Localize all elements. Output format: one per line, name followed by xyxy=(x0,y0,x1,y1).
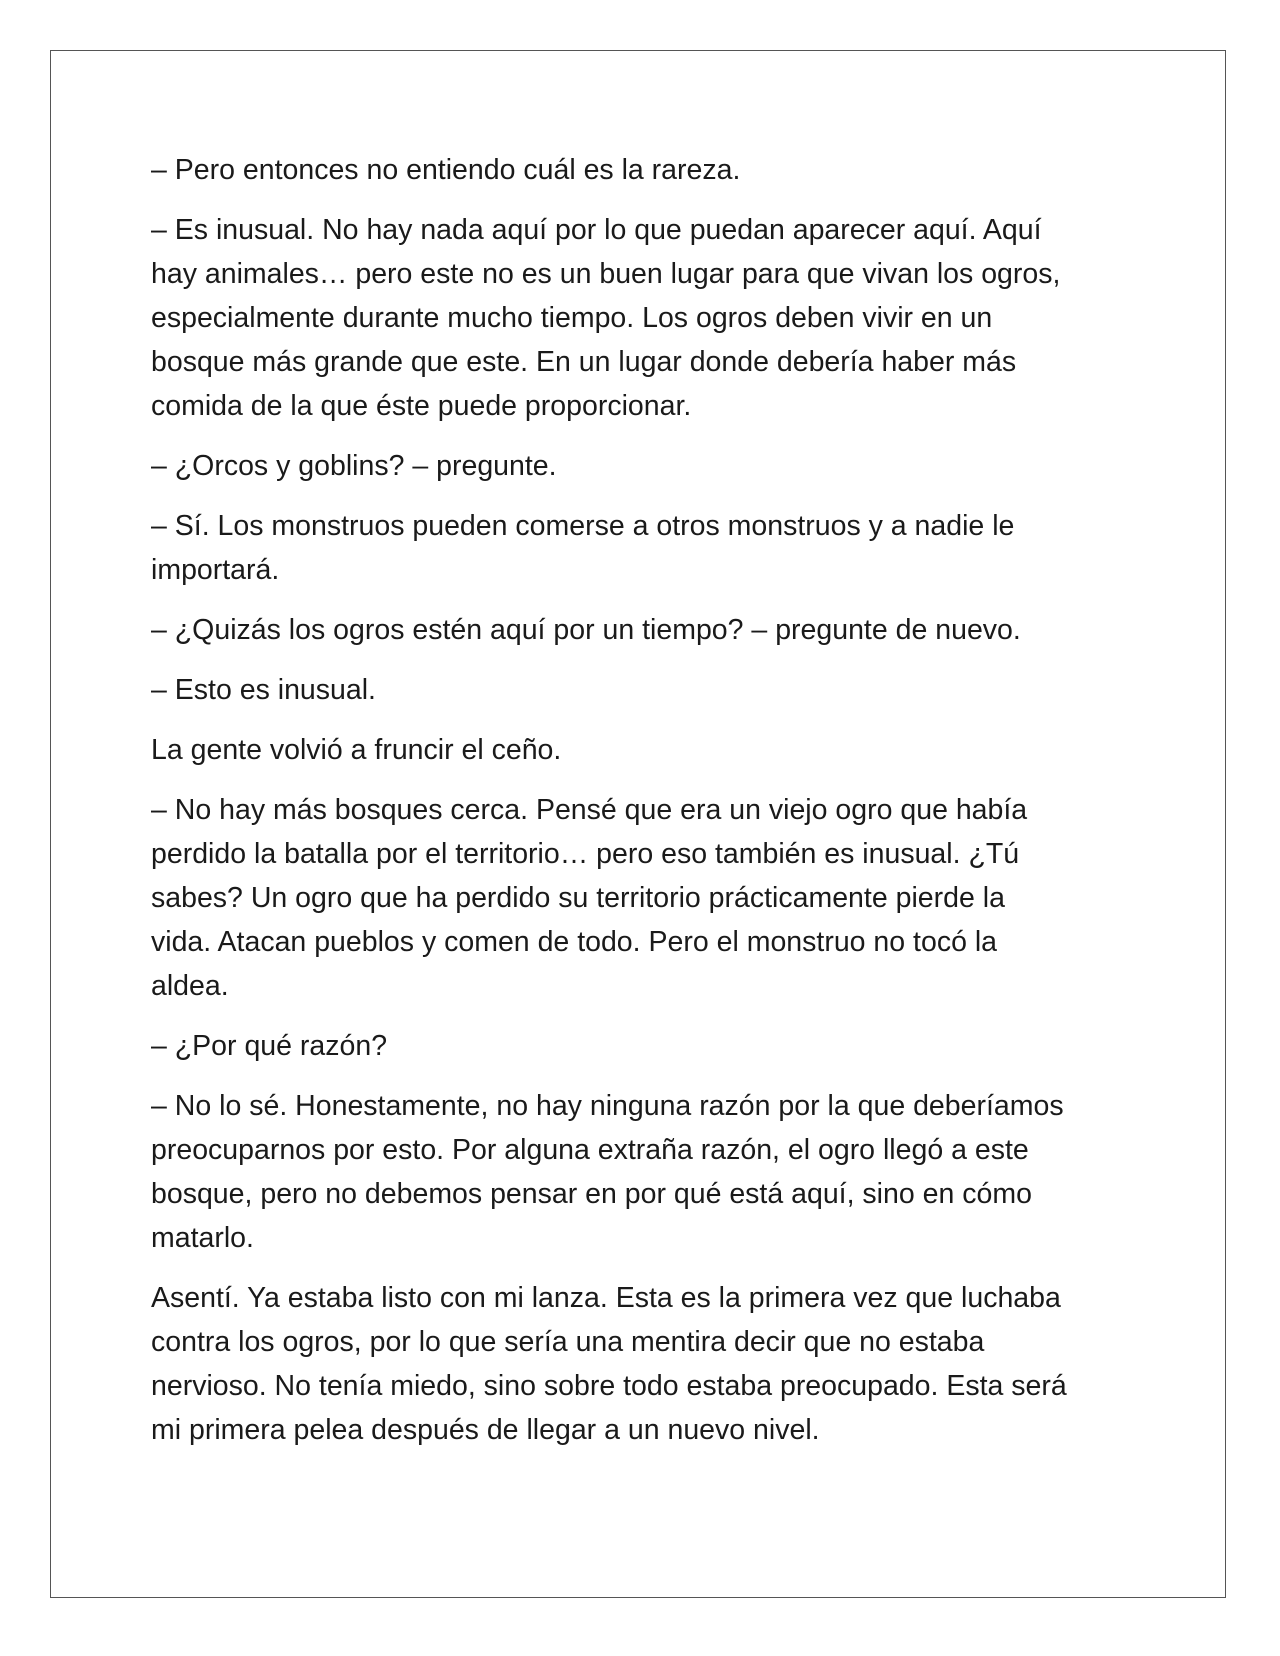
text-line: – Es inusual. No hay nada aquí por lo que puedan aparecer aquí. Aquí xyxy=(151,214,1042,246)
paragraph xyxy=(151,1024,1141,1068)
text-line: – Sí. Los monstruos pueden comerse a otros monstruos y a nadie le xyxy=(151,510,1015,542)
text-line: – No lo sé. Honestamente, no hay ninguna razón por la que deberíamos xyxy=(151,1090,1064,1122)
text-line: especialmente durante mucho tiempo. Los ogros deben vivir en un xyxy=(151,302,993,334)
text-line: nervioso. No tenía miedo, sino sobre todo estaba preocupado. Esta será xyxy=(151,1370,1067,1402)
paragraph xyxy=(151,788,1141,1008)
paragraph xyxy=(151,1084,1141,1260)
paragraph xyxy=(151,504,1141,592)
text-line: matarlo. xyxy=(151,1222,254,1254)
text-line: – ¿Por qué razón? xyxy=(151,1030,388,1062)
text-line: – Pero entonces no entiendo cuál es la rareza. xyxy=(151,154,741,186)
text-line: contra los ogros, por lo que sería una mentira decir que no estaba xyxy=(151,1326,985,1358)
text-line: comida de la que éste puede proporcionar. xyxy=(151,390,692,422)
document-body xyxy=(151,148,1141,1468)
text-line: preocuparnos por esto. Por alguna extraña razón, el ogro llegó a este xyxy=(151,1134,1029,1166)
paragraph xyxy=(151,668,1141,712)
paragraph xyxy=(151,728,1141,772)
text-line: – Esto es inusual. xyxy=(151,674,376,706)
text-line: bosque, pero no debemos pensar en por qué está aquí, sino en cómo xyxy=(151,1178,1032,1210)
text-line: aldea. xyxy=(151,970,229,1002)
text-line: perdido la batalla por el territorio… pero eso también es inusual. ¿Tú xyxy=(151,838,1020,870)
text-line: mi primera pelea después de llegar a un nuevo nivel. xyxy=(151,1414,820,1446)
text-line: Asentí. Ya estaba listo con mi lanza. Esta es la primera vez que luchaba xyxy=(151,1282,1061,1314)
text-line: sabes? Un ogro que ha perdido su territorio prácticamente pierde la xyxy=(151,882,1005,914)
text-line: – ¿Orcos y goblins? – pregunte. xyxy=(151,450,557,482)
paragraph xyxy=(151,608,1141,652)
paragraph xyxy=(151,1276,1141,1452)
text-line: – No hay más bosques cerca. Pensé que era un viejo ogro que había xyxy=(151,794,1028,826)
text-line: bosque más grande que este. En un lugar donde debería haber más xyxy=(151,346,1017,378)
paragraph xyxy=(151,444,1141,488)
paragraph xyxy=(151,148,1141,192)
text-line: – ¿Quizás los ogros estén aquí por un tiempo? – pregunte de nuevo. xyxy=(151,614,1021,646)
paragraph xyxy=(151,208,1141,428)
text-line: La gente volvió a fruncir el ceño. xyxy=(151,734,562,766)
text-line: vida. Atacan pueblos y comen de todo. Pero el monstruo no tocó la xyxy=(151,926,998,958)
text-line: importará. xyxy=(151,554,280,586)
text-line: hay animales… pero este no es un buen lugar para que vivan los ogros, xyxy=(151,258,1061,290)
